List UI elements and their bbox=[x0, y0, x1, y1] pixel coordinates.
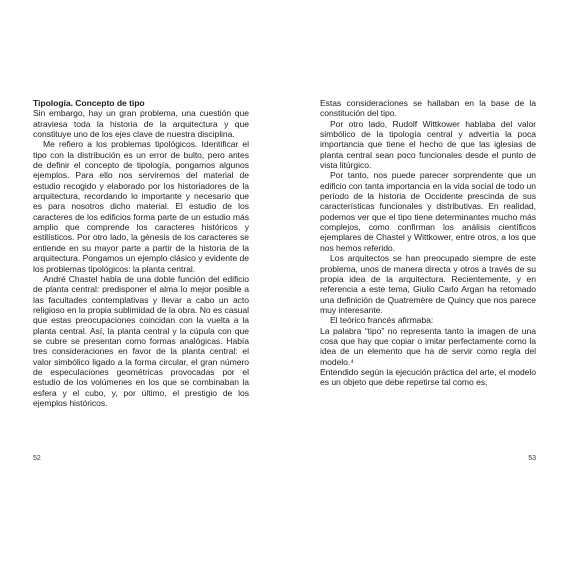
paragraph: Los arquitectos se han preocupado siempre de este problema, unos de manera directa y otros a través de su propia idea de la arquitectura. Recientemente, y en referencia a este tema, Giulio Carlo Argan ha retomado una definición de Quatremère de Quincy que nos parece muy interesante. bbox=[320, 253, 536, 315]
section-heading: Tipología. Concepto de tipo bbox=[33, 98, 145, 108]
right-page bbox=[285, 0, 570, 570]
block-quote: La palabra “tipo” no representa tanto la imagen de una cosa que hay que copiar o imitar perfectamente como la idea de un elemento que ha de servir como regla del modelo.⁴ bbox=[320, 325, 536, 367]
paragraph: Sin embargo, hay un gran problema, una cuestión que atraviesa toda la historia de la arquitectura y que constituye uno de los ejes clave de nuestra disciplina. bbox=[33, 108, 249, 140]
right-text-column bbox=[320, 98, 536, 388]
paragraph: Por otro lado, Rudolf Wittkower hablaba del valor simbólico de la tipología central y advertía la poca importancia que tiene el hecho de que las iglesias de planta central sean poco funcionales desde el punto de vista litúrgico. bbox=[320, 118, 536, 171]
left-text-column bbox=[33, 98, 249, 408]
paragraph: Por tanto, nos puede parecer sorprendente que un edificio con tanta importancia en la vida social de todo un período de la historia de Occidente prescinda de sus características funcionales y distributivas. En realidad, podemos ver que el tipo tiene determinantes mucho más complejos, como confirman los análisis científicos ejemplares de Chastel y Wittkower, entre otros, a los que nos hemos referido. bbox=[320, 170, 536, 253]
paragraph: Estas consideraciones se hallaban en la base de la constitución del tipo. bbox=[320, 98, 536, 119]
paragraph: Me refiero a los problemas tipológicos. Identificar el tipo con la distribución es un error de bulto, pero antes de definir el concepto de tipología, pongamos algunos ejemplos. Para ello nos serviremos del material de estudio recogido y elaborado por los historiadores de la arquitectura, recordando lo importante y necesario que es para nosotros dicho material. El estudio de los caracteres de los edificios forma parte de un estudio más amplio que comprende los caracteres históricos y estilísticos. Por otro lado, la génesis de los caracteres se entiende en su mayor parte a partir de la historia de la arquitectura. Pongamos un ejemplo clásico y evidente de los problemas tipológicos: la planta central. bbox=[33, 139, 249, 274]
page-number: 52 bbox=[33, 455, 41, 462]
page-number: 53 bbox=[528, 455, 536, 462]
paragraph: El teórico francés afirmaba: bbox=[330, 315, 434, 326]
paragraph: André Chastel habla de una doble función del edificio de planta central: predisponer el alma lo mejor posible a las facultades contemplativas y llevar a cabo un acto religioso en la propia sublimidad de la obra. No es casual que estas preocupaciones coincidan con la vuelta a la planta central. Así, la planta central y la cúpula con que se cubre se presentan como formas analógicas. Había tres consideraciones en favor de la planta central: el valor simbólico ligado a la forma circular, el gran número de especulaciones geométricas provocadas por el estudio de los volúmenes en los que se combinaban la esfera y el cubo, y, por último, el prestigio de los ejemplos históricos. bbox=[33, 273, 249, 408]
paragraph: Entendido según la ejecución práctica del arte, el modelo es un objeto que debe repetirse tal como es, bbox=[320, 366, 536, 388]
